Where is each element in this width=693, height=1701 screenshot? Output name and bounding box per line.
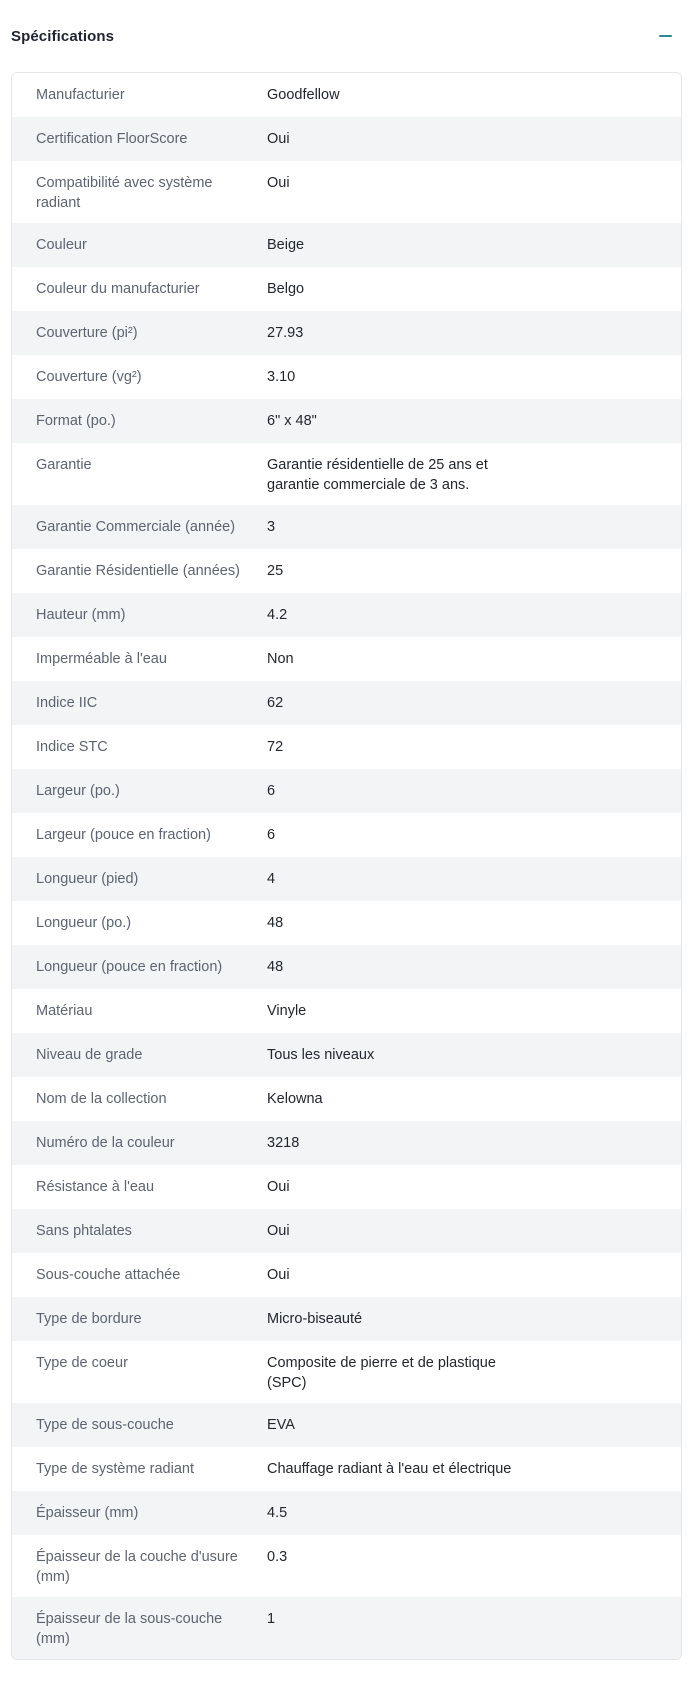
spec-label: Garantie Commerciale (année) xyxy=(36,519,236,535)
spec-value: 25 xyxy=(267,563,284,579)
spec-value: 4.5 xyxy=(267,1505,288,1521)
spec-row xyxy=(12,901,681,945)
spec-label: Garantie Résidentielle (années) xyxy=(36,563,240,579)
spec-value: 3 xyxy=(267,519,276,535)
spec-row xyxy=(12,161,681,223)
spec-value: Oui xyxy=(267,131,290,147)
spec-value: Kelowna xyxy=(267,1091,323,1107)
spec-row xyxy=(12,1491,681,1535)
spec-row xyxy=(12,505,681,549)
spec-value: Garantie résidentielle de 25 ans et garantie commerciale de 3 ans. xyxy=(267,457,488,493)
spec-value: 6 xyxy=(267,827,276,843)
spec-row xyxy=(12,443,681,505)
minus-icon xyxy=(659,35,672,37)
spec-row xyxy=(12,725,681,769)
spec-label: Niveau de grade xyxy=(36,1047,143,1063)
spec-value: 0.3 xyxy=(267,1549,288,1565)
spec-value: Beige xyxy=(267,237,305,253)
spec-label: Résistance à l'eau xyxy=(36,1179,155,1195)
spec-row xyxy=(12,355,681,399)
spec-label: Compatibilité avec système radiant xyxy=(36,175,213,211)
spec-row xyxy=(12,267,681,311)
spec-value: Chauffage radiant à l'eau et électrique xyxy=(267,1461,512,1477)
collapse-button[interactable] xyxy=(654,25,676,47)
spec-row xyxy=(12,1297,681,1341)
spec-row xyxy=(12,311,681,355)
spec-row xyxy=(12,1077,681,1121)
spec-row xyxy=(12,1165,681,1209)
spec-row xyxy=(12,945,681,989)
spec-value: 48 xyxy=(267,959,284,975)
spec-label: Numéro de la couleur xyxy=(36,1135,175,1151)
spec-value: 48 xyxy=(267,915,284,931)
spec-label: Épaisseur (mm) xyxy=(36,1505,139,1521)
spec-row xyxy=(12,857,681,901)
spec-value: 6" x 48" xyxy=(267,413,317,429)
spec-row xyxy=(12,989,681,1033)
spec-row xyxy=(12,1403,681,1447)
spec-row xyxy=(12,769,681,813)
specifications-table xyxy=(11,72,682,1660)
section-title: Spécifications xyxy=(11,27,115,45)
spec-row xyxy=(12,117,681,161)
spec-row xyxy=(12,593,681,637)
spec-value: 72 xyxy=(267,739,284,755)
spec-label: Largeur (po.) xyxy=(36,783,120,799)
spec-label: Format (po.) xyxy=(36,413,116,429)
spec-value: EVA xyxy=(267,1417,295,1433)
spec-value: Composite de pierre et de plastique (SPC) xyxy=(267,1355,496,1391)
spec-label: Nom de la collection xyxy=(36,1091,167,1107)
spec-label: Certification FloorScore xyxy=(36,131,188,147)
spec-label: Longueur (po.) xyxy=(36,915,132,931)
spec-label: Couleur xyxy=(36,237,87,253)
spec-label: Manufacturier xyxy=(36,87,125,103)
spec-row xyxy=(12,1597,681,1659)
spec-row xyxy=(12,73,681,117)
spec-label: Couverture (pi²) xyxy=(36,325,138,341)
spec-value: Oui xyxy=(267,1267,290,1283)
spec-label: Indice IIC xyxy=(36,695,98,711)
spec-value: 4 xyxy=(267,871,276,887)
spec-row xyxy=(12,1447,681,1491)
spec-label: Épaisseur de la sous-couche (mm) xyxy=(36,1611,223,1647)
spec-value: Micro-biseauté xyxy=(267,1311,363,1327)
spec-row xyxy=(12,1209,681,1253)
spec-label: Longueur (pied) xyxy=(36,871,139,887)
spec-value: 62 xyxy=(267,695,284,711)
spec-value: Oui xyxy=(267,1223,290,1239)
spec-label: Couleur du manufacturier xyxy=(36,281,200,297)
spec-value: Goodfellow xyxy=(267,87,340,103)
spec-value: 27.93 xyxy=(267,325,304,341)
spec-label: Épaisseur de la couche d'usure (mm) xyxy=(36,1549,238,1585)
spec-value: 3.10 xyxy=(267,369,296,385)
spec-label: Type de coeur xyxy=(36,1355,128,1371)
spec-label: Indice STC xyxy=(36,739,108,755)
spec-label: Matériau xyxy=(36,1003,93,1019)
spec-value: Non xyxy=(267,651,294,667)
spec-label: Sous-couche attachée xyxy=(36,1267,181,1283)
spec-label: Hauteur (mm) xyxy=(36,607,126,623)
spec-row xyxy=(12,1121,681,1165)
spec-row xyxy=(12,1253,681,1297)
spec-row xyxy=(12,813,681,857)
spec-label: Sans phtalates xyxy=(36,1223,132,1239)
spec-label: Type de sous-couche xyxy=(36,1417,174,1433)
spec-row xyxy=(12,1535,681,1597)
spec-value: Belgo xyxy=(267,281,305,297)
spec-label: Garantie xyxy=(36,457,92,473)
spec-value: 1 xyxy=(267,1611,276,1627)
spec-value: Oui xyxy=(267,175,290,191)
spec-row xyxy=(12,1033,681,1077)
spec-value: Oui xyxy=(267,1179,290,1195)
spec-row xyxy=(12,681,681,725)
spec-value: 6 xyxy=(267,783,276,799)
spec-label: Type de système radiant xyxy=(36,1461,194,1477)
spec-row xyxy=(12,637,681,681)
spec-label: Imperméable à l'eau xyxy=(36,651,167,667)
spec-label: Largeur (pouce en fraction) xyxy=(36,827,211,843)
specifications-header[interactable] xyxy=(0,0,693,72)
spec-value: 3218 xyxy=(267,1135,300,1151)
spec-value: Vinyle xyxy=(267,1003,307,1019)
spec-label: Longueur (pouce en fraction) xyxy=(36,959,223,975)
spec-row xyxy=(12,223,681,267)
spec-row xyxy=(12,549,681,593)
spec-row xyxy=(12,399,681,443)
spec-value: 4.2 xyxy=(267,607,288,623)
spec-label: Type de bordure xyxy=(36,1311,142,1327)
spec-label: Couverture (vg²) xyxy=(36,369,142,385)
spec-value: Tous les niveaux xyxy=(267,1047,375,1063)
spec-row xyxy=(12,1341,681,1403)
